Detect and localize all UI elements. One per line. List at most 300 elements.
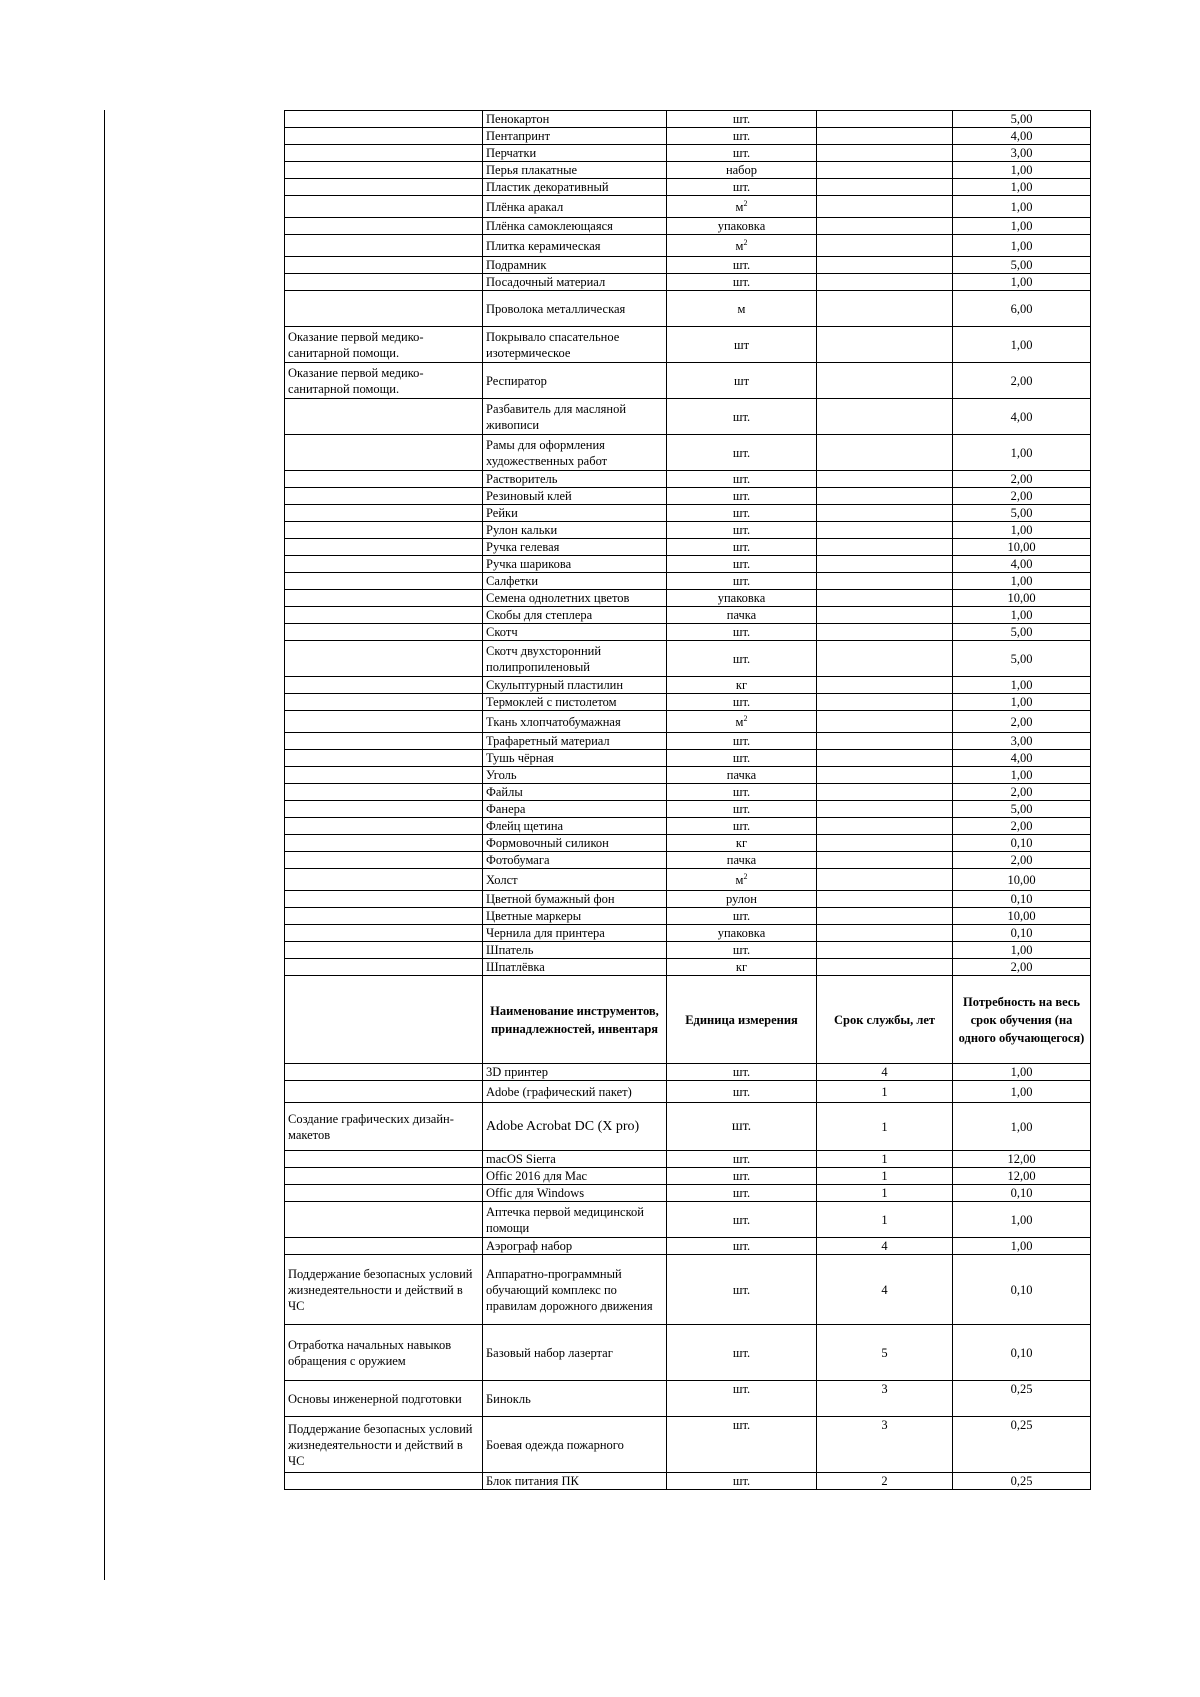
service-life-cell (817, 835, 953, 852)
activity-cell (285, 694, 483, 711)
activity-cell (285, 801, 483, 818)
service-life-cell (817, 590, 953, 607)
service-life-cell (817, 274, 953, 291)
unit-text: кг (735, 678, 748, 692)
activity-cell (285, 891, 483, 908)
service-life-cell: 4 (817, 1255, 953, 1325)
need-cell: 5,00 (953, 505, 1091, 522)
activity-cell (285, 218, 483, 235)
table-row (285, 111, 1091, 128)
unit-cell (667, 908, 817, 925)
item-name-cell: Рамы для оформления художественных работ (483, 435, 667, 471)
table-row (285, 1473, 1091, 1490)
service-life-cell (817, 694, 953, 711)
activity-cell (285, 750, 483, 767)
table-row (285, 908, 1091, 925)
table-row (285, 399, 1091, 435)
item-name-cell: Фотобумага (483, 852, 667, 869)
unit-text: шт. (732, 180, 751, 194)
header-name: Наименование инструментов, принадлежностей, инвентаря (483, 976, 667, 1064)
unit-cell (667, 1473, 817, 1490)
item-name-cell: Ткань хлопчатобумажная (483, 711, 667, 733)
activity-cell (285, 590, 483, 607)
activity-cell (285, 235, 483, 257)
need-cell: 12,00 (953, 1168, 1091, 1185)
item-name-cell: Пластик декоративный (483, 179, 667, 196)
item-name-cell: Скобы для степлера (483, 607, 667, 624)
unit-cell (667, 1168, 817, 1185)
item-name-cell: Offic для Windows (483, 1185, 667, 1202)
unit-superscript: 2 (743, 237, 748, 247)
table-row (285, 607, 1091, 624)
unit-text: шт (733, 337, 750, 352)
unit-text: шт. (732, 734, 751, 748)
unit-text: м (735, 872, 744, 887)
unit-text: шт. (732, 802, 751, 816)
unit-text: шт. (732, 751, 751, 765)
service-life-cell (817, 908, 953, 925)
table-row (285, 852, 1091, 869)
table-row (285, 767, 1091, 784)
unit-text: м (735, 238, 744, 253)
unit-cell (667, 852, 817, 869)
activity-cell (285, 1238, 483, 1255)
need-cell: 0,10 (953, 835, 1091, 852)
unit-text: шт (733, 373, 750, 388)
need-cell: 2,00 (953, 852, 1091, 869)
item-name-cell: Скотч двухсторонний полипропиленовый (483, 641, 667, 677)
materials-section (285, 111, 1091, 976)
table-row (285, 891, 1091, 908)
service-life-cell (817, 196, 953, 218)
activity-cell (285, 505, 483, 522)
need-cell: 1,00 (953, 1081, 1091, 1103)
unit-text: шт. (732, 1282, 751, 1297)
activity-cell (285, 784, 483, 801)
item-name-cell: Шпатлёвка (483, 959, 667, 976)
unit-cell (667, 590, 817, 607)
unit-text: м (735, 199, 744, 214)
unit-cell (667, 1238, 817, 1255)
activity-cell (285, 1185, 483, 1202)
table-row (285, 818, 1091, 835)
unit-cell (667, 111, 817, 128)
unit-cell (667, 363, 817, 399)
unit-cell (667, 1255, 817, 1325)
item-name-cell: Adobe Acrobat DC (X pro) (483, 1103, 667, 1151)
need-cell: 10,00 (953, 908, 1091, 925)
service-life-cell (817, 539, 953, 556)
table-row (285, 128, 1091, 145)
activity-cell (285, 291, 483, 327)
need-cell: 0,25 (953, 1473, 1091, 1490)
unit-text: шт. (732, 540, 751, 554)
service-life-cell (817, 291, 953, 327)
item-name-cell: Покрывало спасательное изотермическое (483, 327, 667, 363)
unit-cell (667, 539, 817, 556)
activity-cell (285, 522, 483, 539)
item-name-cell: Перья плакатные (483, 162, 667, 179)
item-name-cell: Уголь (483, 767, 667, 784)
table-row (285, 435, 1091, 471)
item-name-cell: Аппаратно-программный обучающий комплекс по правилам дорожного движения (483, 1255, 667, 1325)
service-life-cell (817, 505, 953, 522)
activity-cell (285, 257, 483, 274)
activity-cell (285, 162, 483, 179)
unit-text: шт. (732, 557, 751, 571)
activity-cell: Поддержание безопасных условий жизнедеятельности и действий в ЧС (285, 1255, 483, 1325)
item-name-cell: Перчатки (483, 145, 667, 162)
service-life-cell (817, 624, 953, 641)
activity-cell: Создание графических дизайн-макетов (285, 1103, 483, 1151)
unit-text: пачка (726, 853, 757, 867)
item-name-cell: Скотч (483, 624, 667, 641)
unit-cell (667, 677, 817, 694)
unit-cell (667, 399, 817, 435)
header-life: Срок службы, лет (817, 976, 953, 1064)
item-name-cell: Семена однолетних цветов (483, 590, 667, 607)
unit-cell (667, 471, 817, 488)
service-life-cell (817, 257, 953, 274)
table-row (285, 750, 1091, 767)
table-row (285, 641, 1091, 677)
unit-text: шт. (732, 1212, 751, 1227)
activity-cell (285, 128, 483, 145)
unit-cell (667, 435, 817, 471)
need-cell: 2,00 (953, 818, 1091, 835)
unit-text: шт. (732, 1152, 751, 1166)
table-row (285, 869, 1091, 891)
item-name-cell: Adobe (графический пакет) (483, 1081, 667, 1103)
need-cell: 3,00 (953, 145, 1091, 162)
item-name-cell: Базовый набор лазертаг (483, 1325, 667, 1381)
service-life-cell: 3 (817, 1381, 953, 1417)
unit-text: шт. (732, 146, 751, 160)
service-life-cell (817, 852, 953, 869)
unit-cell (667, 767, 817, 784)
unit-text: шт. (732, 129, 751, 143)
table-row (285, 733, 1091, 750)
service-life-cell (817, 327, 953, 363)
item-name-cell: Ручка гелевая (483, 539, 667, 556)
unit-text: кг (735, 836, 748, 850)
activity-cell (285, 471, 483, 488)
service-life-cell (817, 363, 953, 399)
item-name-cell: Рулон кальки (483, 522, 667, 539)
activity-cell (285, 1168, 483, 1185)
table-row (285, 959, 1091, 976)
service-life-cell (817, 801, 953, 818)
unit-text: шт. (732, 1382, 751, 1396)
need-cell: 12,00 (953, 1151, 1091, 1168)
item-name-cell: Холст (483, 869, 667, 891)
activity-cell (285, 196, 483, 218)
service-life-cell: 2 (817, 1473, 953, 1490)
item-name-cell: Подрамник (483, 257, 667, 274)
activity-cell (285, 1151, 483, 1168)
need-cell: 0,10 (953, 1185, 1091, 1202)
table-row (285, 1238, 1091, 1255)
item-name-cell: Скульптурный пластилин (483, 677, 667, 694)
unit-cell (667, 1081, 817, 1103)
unit-text: шт. (732, 909, 751, 923)
item-name-cell: Растворитель (483, 471, 667, 488)
table-row (285, 784, 1091, 801)
unit-text: шт. (732, 625, 751, 639)
unit-text: набор (725, 163, 758, 177)
item-name-cell: Аптечка первой медицинской помощи (483, 1202, 667, 1238)
item-name-cell: Формовочный силикон (483, 835, 667, 852)
table-row (285, 274, 1091, 291)
unit-cell (667, 235, 817, 257)
activity-cell (285, 607, 483, 624)
unit-superscript: 2 (743, 198, 748, 208)
tools-header-section (285, 976, 1091, 1064)
need-cell: 1,00 (953, 1202, 1091, 1238)
unit-text: м (735, 714, 744, 729)
item-name-cell: Аэрограф набор (483, 1238, 667, 1255)
table-row (285, 1202, 1091, 1238)
table-row (285, 505, 1091, 522)
item-name-cell: Фанера (483, 801, 667, 818)
activity-cell (285, 1473, 483, 1490)
item-name-cell: Разбавитель для масляной живописи (483, 399, 667, 435)
service-life-cell: 1 (817, 1151, 953, 1168)
activity-cell (285, 111, 483, 128)
unit-text: рулон (726, 892, 757, 906)
table-row (285, 711, 1091, 733)
need-cell: 2,00 (953, 471, 1091, 488)
table-row (285, 162, 1091, 179)
unit-text: шт. (732, 785, 751, 799)
table-row (285, 1381, 1091, 1417)
unit-cell (667, 522, 817, 539)
activity-cell (285, 942, 483, 959)
need-cell: 5,00 (953, 111, 1091, 128)
service-life-cell (817, 145, 953, 162)
activity-cell (285, 1202, 483, 1238)
unit-cell (667, 959, 817, 976)
table-row (285, 145, 1091, 162)
table-row (285, 291, 1091, 327)
service-life-cell (817, 111, 953, 128)
item-name-cell: macOS Sierra (483, 1151, 667, 1168)
service-life-cell (817, 784, 953, 801)
need-cell: 5,00 (953, 801, 1091, 818)
table-row (285, 624, 1091, 641)
activity-cell (285, 959, 483, 976)
item-name-cell: Плёнка аракал (483, 196, 667, 218)
need-cell: 2,00 (953, 959, 1091, 976)
service-life-cell (817, 677, 953, 694)
unit-cell (667, 145, 817, 162)
item-name-cell: Пенокартон (483, 111, 667, 128)
table-row (285, 573, 1091, 590)
service-life-cell: 3 (817, 1417, 953, 1473)
table-row (285, 801, 1091, 818)
service-life-cell: 4 (817, 1238, 953, 1255)
activity-cell (285, 925, 483, 942)
service-life-cell: 1 (817, 1103, 953, 1151)
table-row (285, 694, 1091, 711)
unit-text: м (737, 301, 746, 316)
unit-text: шт. (732, 1474, 751, 1488)
service-life-cell (817, 471, 953, 488)
service-life-cell: 1 (817, 1168, 953, 1185)
activity-cell (285, 1064, 483, 1081)
need-cell: 10,00 (953, 590, 1091, 607)
item-name-cell: Трафаретный материал (483, 733, 667, 750)
unit-cell (667, 196, 817, 218)
item-name-cell: 3D принтер (483, 1064, 667, 1081)
table-row (285, 1103, 1091, 1151)
unit-cell (667, 835, 817, 852)
need-cell: 1,00 (953, 1103, 1091, 1151)
need-cell: 1,00 (953, 179, 1091, 196)
table-row (285, 327, 1091, 363)
unit-text: шт. (732, 574, 751, 588)
service-life-cell (817, 767, 953, 784)
item-name-cell: Ручка шарикова (483, 556, 667, 573)
unit-cell (667, 1381, 817, 1417)
unit-text: упаковка (717, 219, 766, 233)
activity-cell (285, 145, 483, 162)
need-cell: 1,00 (953, 235, 1091, 257)
table-row (285, 1185, 1091, 1202)
unit-cell (667, 291, 817, 327)
need-cell: 4,00 (953, 399, 1091, 435)
item-name-cell: Цветные маркеры (483, 908, 667, 925)
activity-cell (285, 852, 483, 869)
activity-cell: Отработка начальных навыков обращения с оружием (285, 1325, 483, 1381)
unit-cell (667, 607, 817, 624)
unit-text: шт. (732, 1345, 751, 1360)
item-name-cell: Файлы (483, 784, 667, 801)
table-row (285, 590, 1091, 607)
table-row (285, 471, 1091, 488)
need-cell: 2,00 (953, 711, 1091, 733)
need-cell: 1,00 (953, 435, 1091, 471)
unit-text: шт. (732, 819, 751, 833)
header-unit: Единица измерения (667, 976, 817, 1064)
service-life-cell (817, 607, 953, 624)
item-name-cell: Салфетки (483, 573, 667, 590)
need-cell: 0,10 (953, 1255, 1091, 1325)
unit-cell (667, 1151, 817, 1168)
unit-text: шт. (732, 1239, 751, 1253)
need-cell: 0,10 (953, 1325, 1091, 1381)
service-life-cell: 1 (817, 1081, 953, 1103)
need-cell: 4,00 (953, 750, 1091, 767)
unit-cell (667, 1417, 817, 1473)
table-row (285, 942, 1091, 959)
unit-text: шт. (732, 445, 751, 460)
table-row (285, 835, 1091, 852)
need-cell: 5,00 (953, 624, 1091, 641)
service-life-cell (817, 573, 953, 590)
need-cell: 10,00 (953, 539, 1091, 556)
unit-cell (667, 1064, 817, 1081)
unit-text: шт. (732, 409, 751, 424)
service-life-cell: 4 (817, 1064, 953, 1081)
service-life-cell (817, 218, 953, 235)
service-life-cell (817, 488, 953, 505)
service-life-cell (817, 891, 953, 908)
unit-cell (667, 327, 817, 363)
service-life-cell (817, 556, 953, 573)
unit-cell (667, 869, 817, 891)
service-life-cell (817, 522, 953, 539)
service-life-cell (817, 128, 953, 145)
need-cell: 4,00 (953, 128, 1091, 145)
table-row (285, 363, 1091, 399)
service-life-cell (817, 235, 953, 257)
item-name-cell: Бинокль (483, 1381, 667, 1417)
service-life-cell (817, 818, 953, 835)
activity-cell (285, 399, 483, 435)
activity-cell: Оказание первой медико-санитарной помощи. (285, 363, 483, 399)
need-cell: 1,00 (953, 1238, 1091, 1255)
need-cell: 5,00 (953, 257, 1091, 274)
need-cell: 3,00 (953, 733, 1091, 750)
table-row (285, 488, 1091, 505)
need-cell: 1,00 (953, 196, 1091, 218)
item-name-cell: Посадочный материал (483, 274, 667, 291)
table-row (285, 218, 1091, 235)
item-name-cell: Шпатель (483, 942, 667, 959)
need-cell: 1,00 (953, 573, 1091, 590)
activity-cell (285, 767, 483, 784)
need-cell: 2,00 (953, 488, 1091, 505)
unit-text: кг (735, 960, 748, 974)
service-life-cell (817, 750, 953, 767)
service-life-cell (817, 641, 953, 677)
item-name-cell: Респиратор (483, 363, 667, 399)
activity-cell (285, 908, 483, 925)
unit-cell (667, 942, 817, 959)
need-cell: 1,00 (953, 942, 1091, 959)
need-cell: 4,00 (953, 556, 1091, 573)
service-life-cell (817, 179, 953, 196)
service-life-cell (817, 869, 953, 891)
need-cell: 1,00 (953, 522, 1091, 539)
need-cell: 0,25 (953, 1381, 1091, 1417)
activity-cell (285, 641, 483, 677)
service-life-cell (817, 435, 953, 471)
item-name-cell: Резиновый клей (483, 488, 667, 505)
service-life-cell (817, 733, 953, 750)
unit-text: шт. (732, 523, 751, 537)
unit-cell (667, 556, 817, 573)
unit-cell (667, 1103, 817, 1151)
header-empty-cell (285, 976, 483, 1064)
unit-text: шт. (732, 506, 751, 520)
table-row (285, 1168, 1091, 1185)
need-cell: 2,00 (953, 363, 1091, 399)
item-name-cell: Плитка керамическая (483, 235, 667, 257)
unit-cell (667, 711, 817, 733)
activity-cell (285, 711, 483, 733)
table-row (285, 677, 1091, 694)
activity-cell (285, 733, 483, 750)
activity-cell (285, 435, 483, 471)
need-cell: 5,00 (953, 641, 1091, 677)
need-cell: 1,00 (953, 767, 1091, 784)
unit-cell (667, 1185, 817, 1202)
unit-cell (667, 257, 817, 274)
activity-cell (285, 835, 483, 852)
table-row (285, 1325, 1091, 1381)
